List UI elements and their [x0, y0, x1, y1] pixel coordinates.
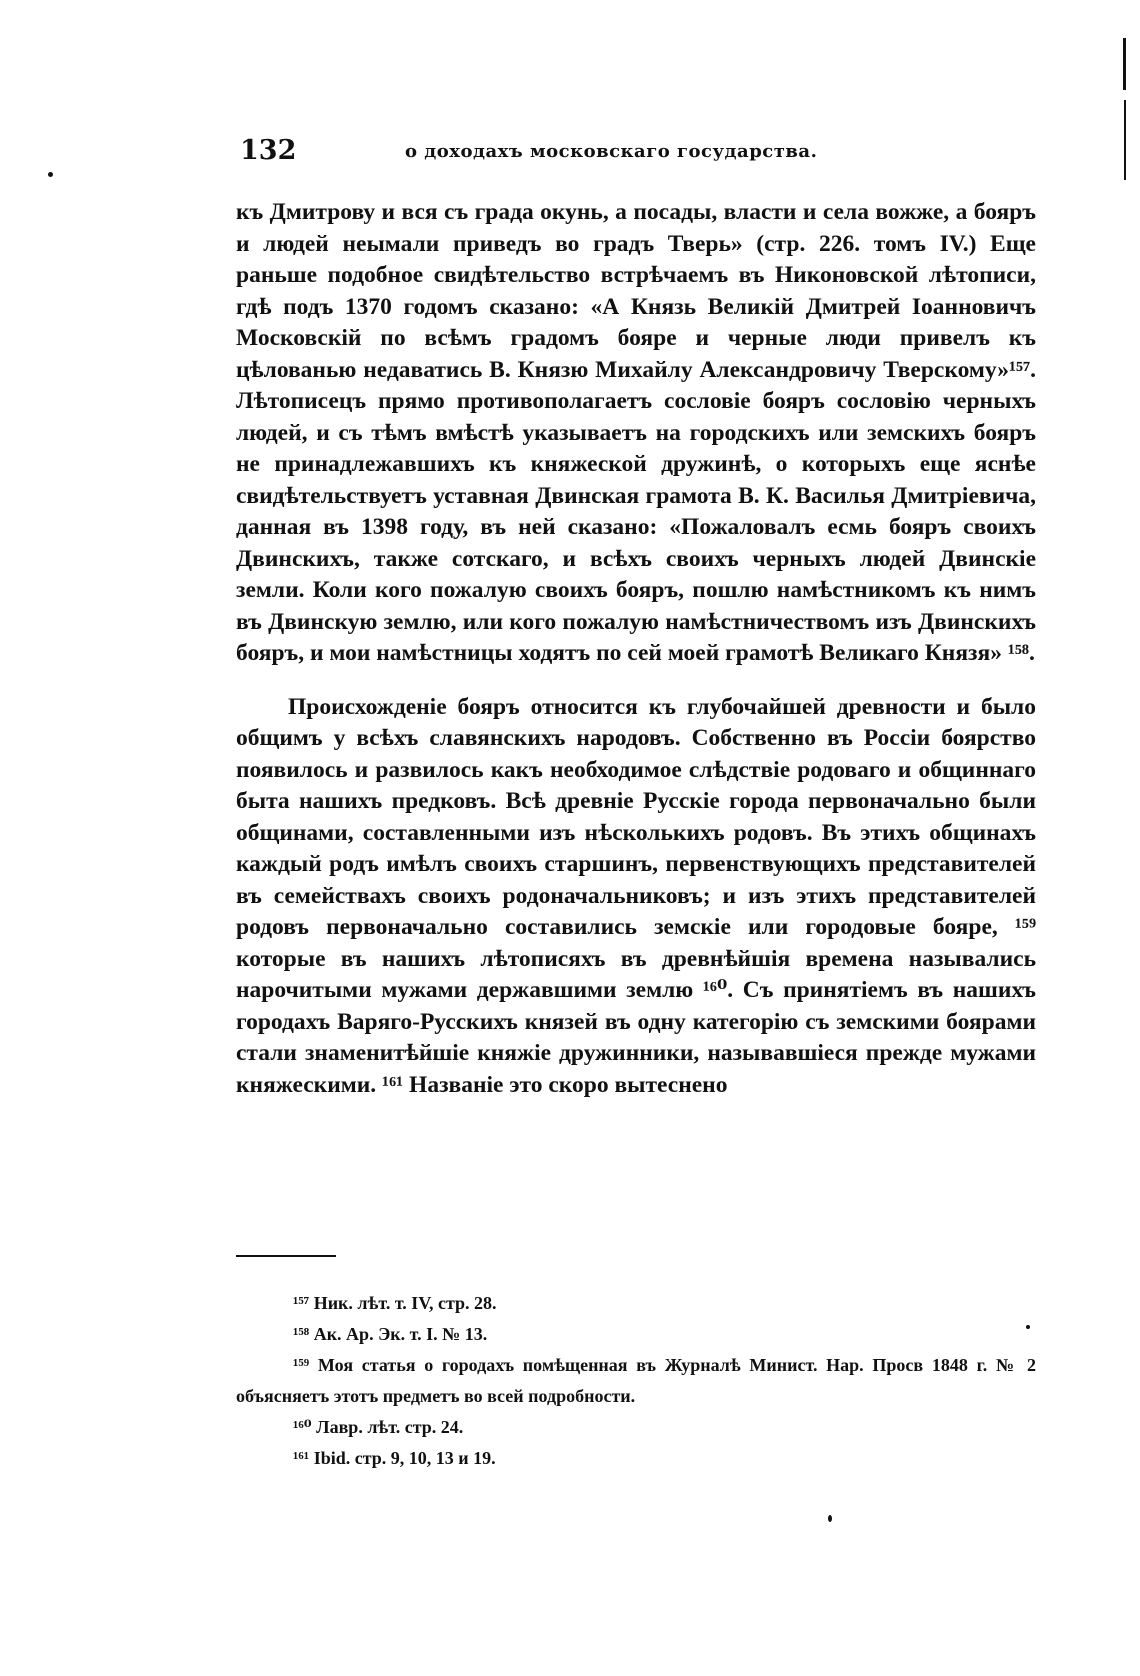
running-title: о доходахъ московскаго государства. — [405, 141, 818, 162]
footnote-161: ¹⁶¹ Ibid. стр. 9, 10, 13 и 19. — [293, 1448, 496, 1468]
paragraph-1: къ Дмитрову и вся съ града окунь, а посады, власти и села вожже, а бояръ и людей неымали приведъ во градъ Тверь» (стр. 226. томъ IV.) Еще раньше подобное свидѣтельство встрѣчаемъ въ Никоновской лѣтописи, гдѣ подъ 1370 годомъ сказано: «А Князь Великій Дмитрей Іоанновичъ Московскій по всѣмъ градомъ бояре и черные люди привелъ къ цѣлованью недаватись В. Князю Михайлу Александровичу Тверскому»¹⁵⁷. Лѣтописецъ прямо противополагаетъ сословіе бояръ сословію черныхъ людей, и съ тѣмъ вмѣстѣ указываетъ на городскихъ или земскихъ бояръ не принадлежавшихъ къ княжеской дружинѣ, о которыхъ еще яснѣе свидѣтельствуетъ уставная Двинская грамота В. К. Василья Дмитріевича, данная въ 1398 году, въ ней сказано: «Пожаловалъ есмь бояръ своихъ Двинскихъ, также сотскаго, и всѣхъ своихъ черныхъ людей Двинскіе земли. Коли кого пожалую своихъ бояръ, пошлю намѣстникомъ къ нимъ въ Двинскую землю, или кого пожалую намѣстничествомъ изъ Двинскихъ бояръ, и мои намѣстницы ходятъ по сей моей грамотѣ Великаго Князя» ¹⁵⁸. — [236, 199, 1036, 666]
scan-binding-edge — [1123, 38, 1126, 90]
scan-speck — [48, 172, 53, 177]
page-number: 132 — [240, 135, 297, 166]
footnote-159: ¹⁵⁹ Моя статья о городахъ помѣщенная въ Журналѣ Минист. Нар. Просв 1848 г. № 2 объясняетъ этотъ предметъ во всей подробности. — [236, 1355, 1036, 1406]
footnote-158: ¹⁵⁸ Ак. Ар. Эк. т. I. № 13. — [293, 1324, 488, 1344]
footnote-rule — [236, 1255, 336, 1257]
footnote-157: ¹⁵⁷ Ник. лѣт. т. IV, стр. 28. — [293, 1293, 497, 1313]
scan-binding-edge — [1124, 100, 1126, 180]
paragraph-2: Происхожденіе бояръ относится къ глубочайшей древности и было общимъ у всѣхъ славянскихъ народовъ. Собственно въ Россіи боярство появилось и развилось какъ необходимое слѣдствіе родоваго и общиннаго быта нашихъ предковъ. Всѣ древніе Русскіе города первоначально были общинами, составленными изъ нѣсколькихъ родовъ. Въ этихъ общинахъ каждый родъ имѣлъ своихъ старшинъ, первенствующихъ представителей въ семействахъ своихъ родоначальниковъ; и изъ этихъ представителей родовъ первоначально составились земскіе или городовые бояре, ¹⁵⁹ которые въ нашихъ лѣтописяхъ въ древнѣйшія времена назывались нарочитыми мужами державшими землю ¹⁶⁰. Съ принятіемъ въ нашихъ городахъ Варяго-Русскихъ князей въ одну категорію съ земскими боярами стали знаменитѣйшіе княжіе дружинники, называвшіеся прежде мужами княжескими. ¹⁶¹ Названіе это скоро вытеснено — [236, 693, 1036, 1098]
main-text — [236, 197, 1036, 1101]
scan-speck — [828, 1515, 832, 1522]
footnote-160: ¹⁶⁰ Лавр. лѣт. стр. 24. — [293, 1417, 464, 1437]
scan-speck — [1026, 1325, 1030, 1329]
page-header — [240, 135, 1040, 175]
footnotes — [236, 1288, 1036, 1474]
